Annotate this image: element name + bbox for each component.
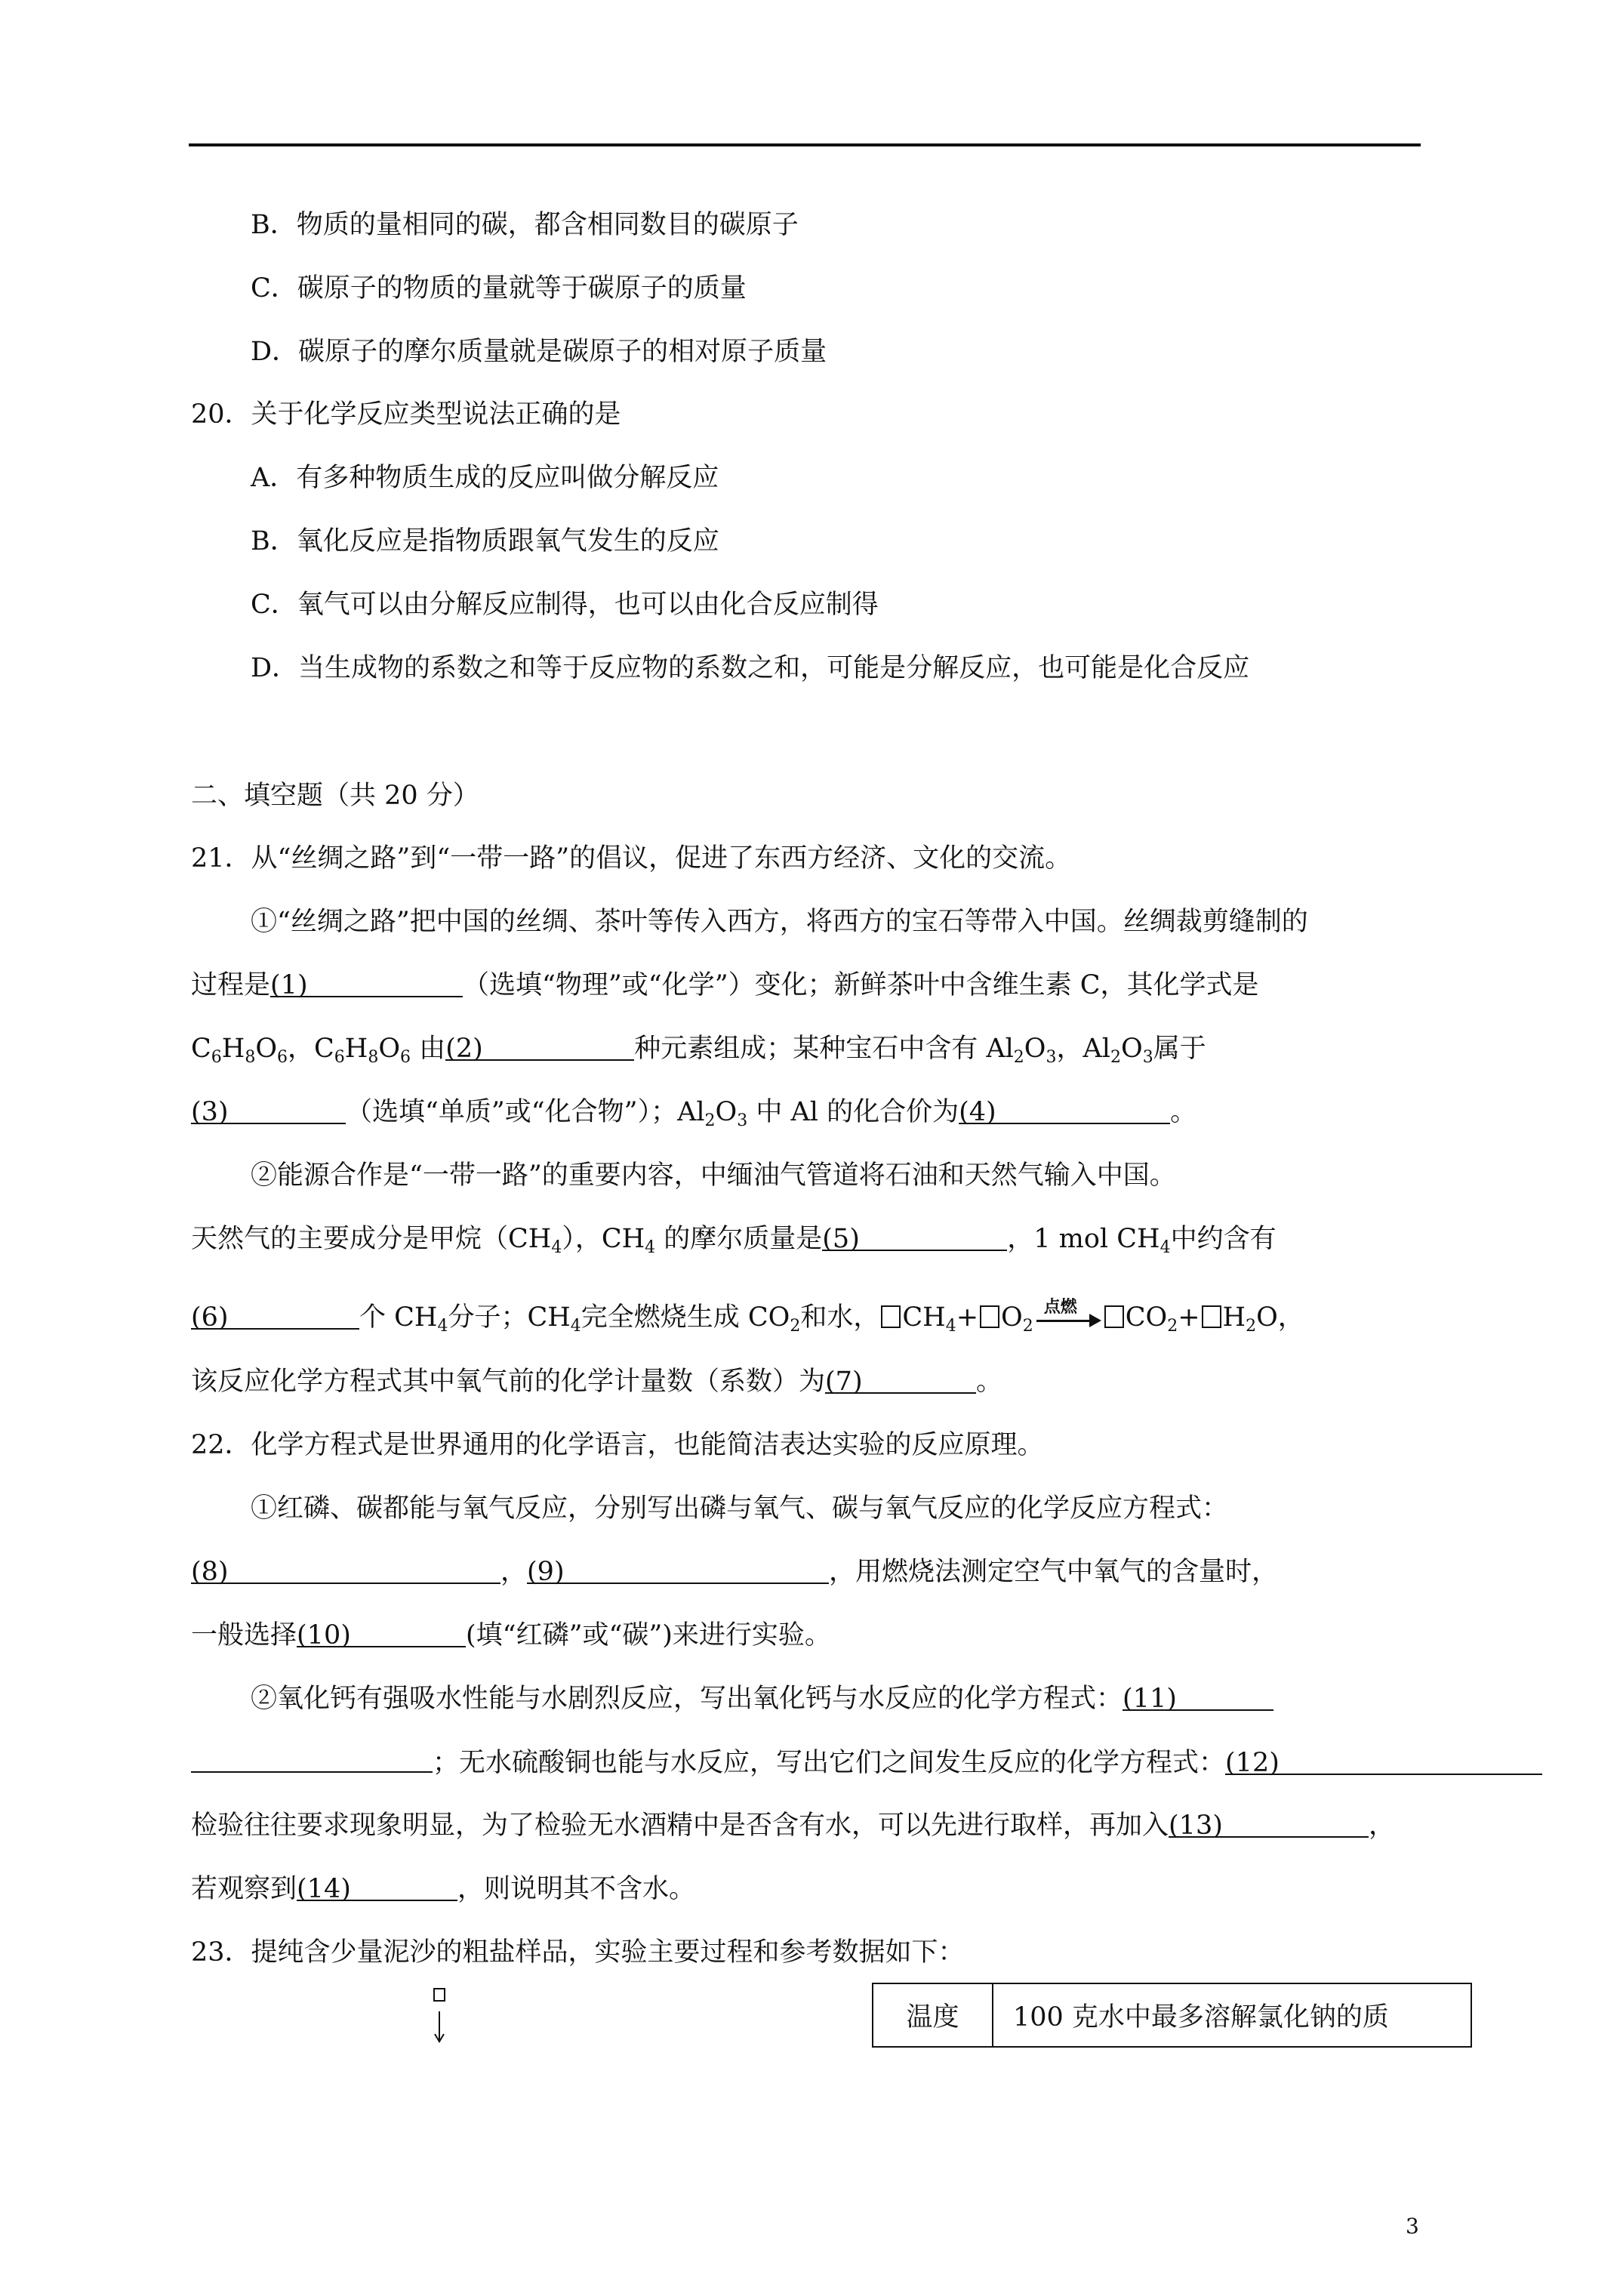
- blank-14[interactable]: (14): [297, 1872, 457, 1901]
- q22-stem: 22．化学方程式是世界通用的化学语言，也能简洁表达实验的反应原理。: [191, 1430, 1044, 1460]
- q22-line-7: 若观察到(14) ，则说明其不含水。: [191, 1874, 696, 1904]
- q19-option-c: C．碳原子的物质的量就等于碳原子的质量: [251, 273, 747, 304]
- q22-line-3: 一般选择(10) (填“红磷”或“碳”)来进行实验。: [191, 1620, 831, 1650]
- blank-13[interactable]: (13): [1169, 1809, 1369, 1838]
- q20-stem: 20．关于化学反应类型说法正确的是: [191, 399, 621, 430]
- blank-5[interactable]: (5): [822, 1222, 1007, 1251]
- q21-line-6: 天然气的主要成分是甲烷$(CH_4)$，$CH_4$ 的摩尔质量是(5) ，1 mol $CH_4$中约含有: [191, 1224, 1277, 1257]
- coefficient-box[interactable]: [980, 1305, 999, 1328]
- coefficient-box[interactable]: [1202, 1305, 1221, 1328]
- coefficient-box[interactable]: [1104, 1305, 1124, 1328]
- blank-2[interactable]: (2): [445, 1032, 634, 1061]
- q20-option-b: B．氧化反应是指物质跟氧气发生的反应: [251, 526, 719, 556]
- blank-1[interactable]: (1): [270, 969, 463, 997]
- q22-line-4: ②氧化钙有强吸水性能与水剧烈反应，写出氧化钙与水反应的化学方程式：(11): [251, 1681, 1273, 1717]
- blank-6[interactable]: (6): [191, 1301, 359, 1330]
- table-row: [873, 1983, 1471, 2047]
- blank-4[interactable]: (4): [959, 1096, 1170, 1124]
- q20-option-a: A．有多种物质生成的反应叫做分解反应: [251, 463, 719, 493]
- table-header-temperature: 温度: [873, 1983, 993, 2047]
- blank-11[interactable]: (11): [1123, 1682, 1273, 1711]
- blank-11-cont[interactable]: [191, 1744, 433, 1773]
- blank-8[interactable]: (8): [191, 1555, 500, 1584]
- reaction-arrow-icon: 点燃: [1033, 1300, 1103, 1330]
- blank-9[interactable]: (9): [527, 1555, 829, 1584]
- blank-12[interactable]: (12): [1225, 1746, 1542, 1775]
- table-header-solubility: 100 克水中最多溶解氯化钠的质: [993, 1983, 1471, 2047]
- q21-paragraph-1: ①“丝绸之路”把中国的丝绸、茶叶等传入西方，将西方的宝石等带入中国。丝绸裁剪缝制的: [251, 907, 1308, 937]
- q21-line-7: (6) 个 $CH_4$分子；$CH_4$完全燃烧生成 $CO_2$和水， $CH_4+ O_2$ 点燃 $CO_2+ H_2O$，: [191, 1298, 1304, 1336]
- q19-option-b: B．物质的量相同的碳，都含相同数目的碳原子: [251, 210, 799, 240]
- q21-line-8: 该反应化学方程式其中氧气前的化学计量数（系数）为(7) 。: [191, 1367, 1003, 1397]
- q22-paragraph-1: ①红磷、碳都能与氧气反应，分别写出磷与氧气、碳与氧气反应的化学反应方程式：: [251, 1493, 1229, 1524]
- q22-line-6: 检验往往要求现象明显，为了检验无水酒精中是否含有水，可以先进行取样，再加入(13) ，: [191, 1811, 1396, 1841]
- blank-7[interactable]: (7): [825, 1365, 976, 1394]
- q21-line-3: $C_6H_8O_6$，$C_6H_8O_6$ 由(2) 种元素组成；某种宝石中含有 $Al_2O_3$，$Al_2O_3$属于: [191, 1034, 1206, 1067]
- coefficient-box[interactable]: [881, 1305, 901, 1328]
- q22-line-5: ；无水硫酸铜也能与水反应，写出它们之间发生反应的化学方程式：(12): [191, 1744, 1542, 1781]
- solubility-table: [872, 1983, 1472, 2048]
- q23-stem: 23．提纯含少量泥沙的粗盐样品，实验主要过程和参考数据如下：: [191, 1937, 965, 1968]
- q20-option-c: C．氧气可以由分解反应制得，也可以由化合反应制得: [251, 590, 879, 620]
- q21-paragraph-2: ②能源合作是“一带一路”的重要内容，中缅油气管道将石油和天然气输入中国。: [251, 1160, 1176, 1191]
- section-heading: 二、填空题（共 20 分）: [191, 781, 479, 811]
- q21-stem: 21．从“丝绸之路”到“一带一路”的倡议，促进了东西方经济、文化的交流。: [191, 843, 1072, 874]
- q21-line-2: 过程是(1) （选填“物理”或“化学”）变化；新鲜茶叶中含维生素 C，其化学式是: [191, 970, 1259, 1000]
- q22-line-2: (8) ，(9) ，用燃烧法测定空气中氧气的含量时，: [191, 1557, 1279, 1587]
- q20-option-d: D．当生成物的系数之和等于反应物的系数之和，可能是分解反应，也可能是化合反应: [251, 653, 1250, 683]
- blank-3[interactable]: (3): [191, 1096, 346, 1124]
- page-number: 3: [1406, 2214, 1419, 2239]
- q19-option-d: D．碳原子的摩尔质量就是碳原子的相对原子质量: [251, 337, 827, 367]
- q21-line-4: (3) （选填“单质”或“化合物”）；$Al_2O_3$ 中 Al 的化合价为(4) 。: [191, 1097, 1197, 1130]
- flow-arrow-icon: [425, 1986, 455, 2046]
- header-rule: [189, 143, 1421, 146]
- blank-10[interactable]: (10): [297, 1619, 466, 1647]
